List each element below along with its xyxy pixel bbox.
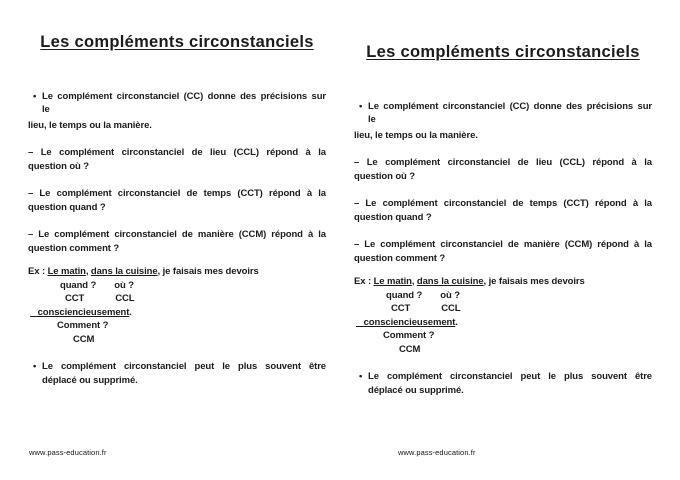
- bullet-icon: •: [33, 90, 37, 102]
- label-ccl: CCL: [115, 293, 135, 304]
- ccm-line-2: question comment ?: [28, 242, 120, 254]
- intro-line-1: Le complément circonstanciel (CC) donne des précisions sur: [42, 90, 326, 102]
- label-cct: CCT: [65, 293, 85, 304]
- ccl-line-2: question où ?: [354, 170, 415, 182]
- cct-line-2: question quand ?: [354, 211, 432, 223]
- card-title: Les compléments circonstanciels: [366, 43, 640, 61]
- period: .: [455, 316, 458, 328]
- example-questions: [28, 279, 326, 293]
- underlined-place-complement: dans la cuisine: [90, 266, 158, 277]
- conclusion-line-2: déplacé ou supprimé.: [368, 384, 464, 396]
- label-ccm: CCM: [399, 343, 421, 355]
- question-manner: Comment ?: [57, 320, 109, 331]
- intro-line-2: le: [368, 114, 376, 125]
- conclusion-bullet-item: [354, 370, 652, 397]
- ccl-line-1: – Le complément circonstanciel de lieu (CCL) répond à la: [28, 147, 326, 158]
- example-rest: , je faisais mes devoirs: [483, 276, 585, 287]
- example-manner-word: [28, 306, 326, 320]
- conclusion-line-1: Le complément circonstanciel peut le plus souvent être: [368, 371, 652, 382]
- conclusion-text: [42, 360, 326, 387]
- question-place: où ?: [114, 279, 134, 291]
- card-title: Les compléments circonstanciels: [40, 33, 314, 51]
- cct-line-1: – Le complément circonstanciel de temps (CCT) répond à la: [354, 198, 652, 209]
- lesson-card-left: [28, 0, 326, 480]
- cct-line-2: question quand ?: [28, 201, 106, 213]
- example-sentence: [28, 265, 326, 279]
- example-block: [28, 265, 326, 346]
- website-url: www.pass-education.fr: [29, 448, 107, 457]
- example-block: [354, 275, 652, 356]
- underlined-place-complement: dans la cuisine: [416, 276, 484, 287]
- separator: ,: [85, 266, 91, 277]
- separator: ,: [411, 276, 417, 287]
- bullet-icon: •: [359, 371, 363, 382]
- conclusion-text: [368, 370, 652, 397]
- label-cct: CCT: [391, 303, 411, 314]
- intro-continuation: lieu, le temps ou la manière.: [354, 129, 478, 141]
- example-manner-word: [354, 316, 652, 330]
- example-sentence: [354, 275, 652, 289]
- question-time: quand ?: [386, 289, 423, 301]
- underlined-time-complement: Le matin: [47, 266, 86, 277]
- example-prefix: Ex :: [28, 266, 48, 277]
- conclusion-bullet-item: [28, 360, 326, 387]
- intro-bullet-item: [28, 90, 326, 117]
- ccl-definition: [28, 146, 326, 173]
- example-rest: , je faisais mes devoirs: [157, 266, 259, 277]
- bullet-icon: •: [359, 100, 363, 112]
- question-manner: Comment ?: [383, 330, 435, 341]
- example-questions: [354, 289, 652, 303]
- ccm-line-1: – Le complément circonstanciel de manière (CCM) répond à la: [354, 239, 652, 250]
- cct-line-1: – Le complément circonstanciel de temps (CCT) répond à la: [28, 188, 326, 199]
- lesson-card-right: [354, 0, 652, 480]
- question-time: quand ?: [60, 279, 97, 291]
- cct-definition: [354, 197, 652, 224]
- label-ccm: CCM: [73, 333, 95, 345]
- intro-bullet-item: [354, 100, 652, 127]
- period: .: [129, 306, 132, 318]
- ccm-definition: [354, 238, 652, 265]
- conclusion-line-2: déplacé ou supprimé.: [42, 374, 138, 386]
- question-place: où ?: [440, 289, 460, 301]
- label-ccl: CCL: [441, 303, 461, 314]
- website-url: www.pass-education.fr: [398, 448, 476, 457]
- ccm-line-2: question comment ?: [354, 252, 446, 264]
- example-prefix: Ex :: [354, 276, 374, 287]
- intro-line-2: le: [42, 104, 50, 115]
- example-labels: [28, 292, 326, 306]
- ccl-line-2: question où ?: [28, 160, 89, 172]
- ccl-definition: [354, 156, 652, 183]
- conclusion-line-1: Le complément circonstanciel peut le plus souvent être: [42, 361, 326, 372]
- intro-bullet-text: [368, 100, 652, 127]
- underlined-manner-complement: consciencieusement: [356, 316, 456, 328]
- ccl-line-1: – Le complément circonstanciel de lieu (CCL) répond à la: [354, 157, 652, 168]
- cct-definition: [28, 187, 326, 214]
- intro-continuation: lieu, le temps ou la manière.: [28, 119, 152, 131]
- example-labels: [354, 302, 652, 316]
- bullet-icon: •: [33, 361, 37, 372]
- intro-line-1: Le complément circonstanciel (CC) donne des précisions sur: [368, 100, 652, 112]
- ccm-definition: [28, 228, 326, 255]
- ccm-line-1: – Le complément circonstanciel de manière (CCM) répond à la: [28, 229, 326, 240]
- underlined-manner-complement: consciencieusement: [30, 306, 130, 318]
- underlined-time-complement: Le matin: [373, 276, 412, 287]
- intro-bullet-text: [42, 90, 326, 117]
